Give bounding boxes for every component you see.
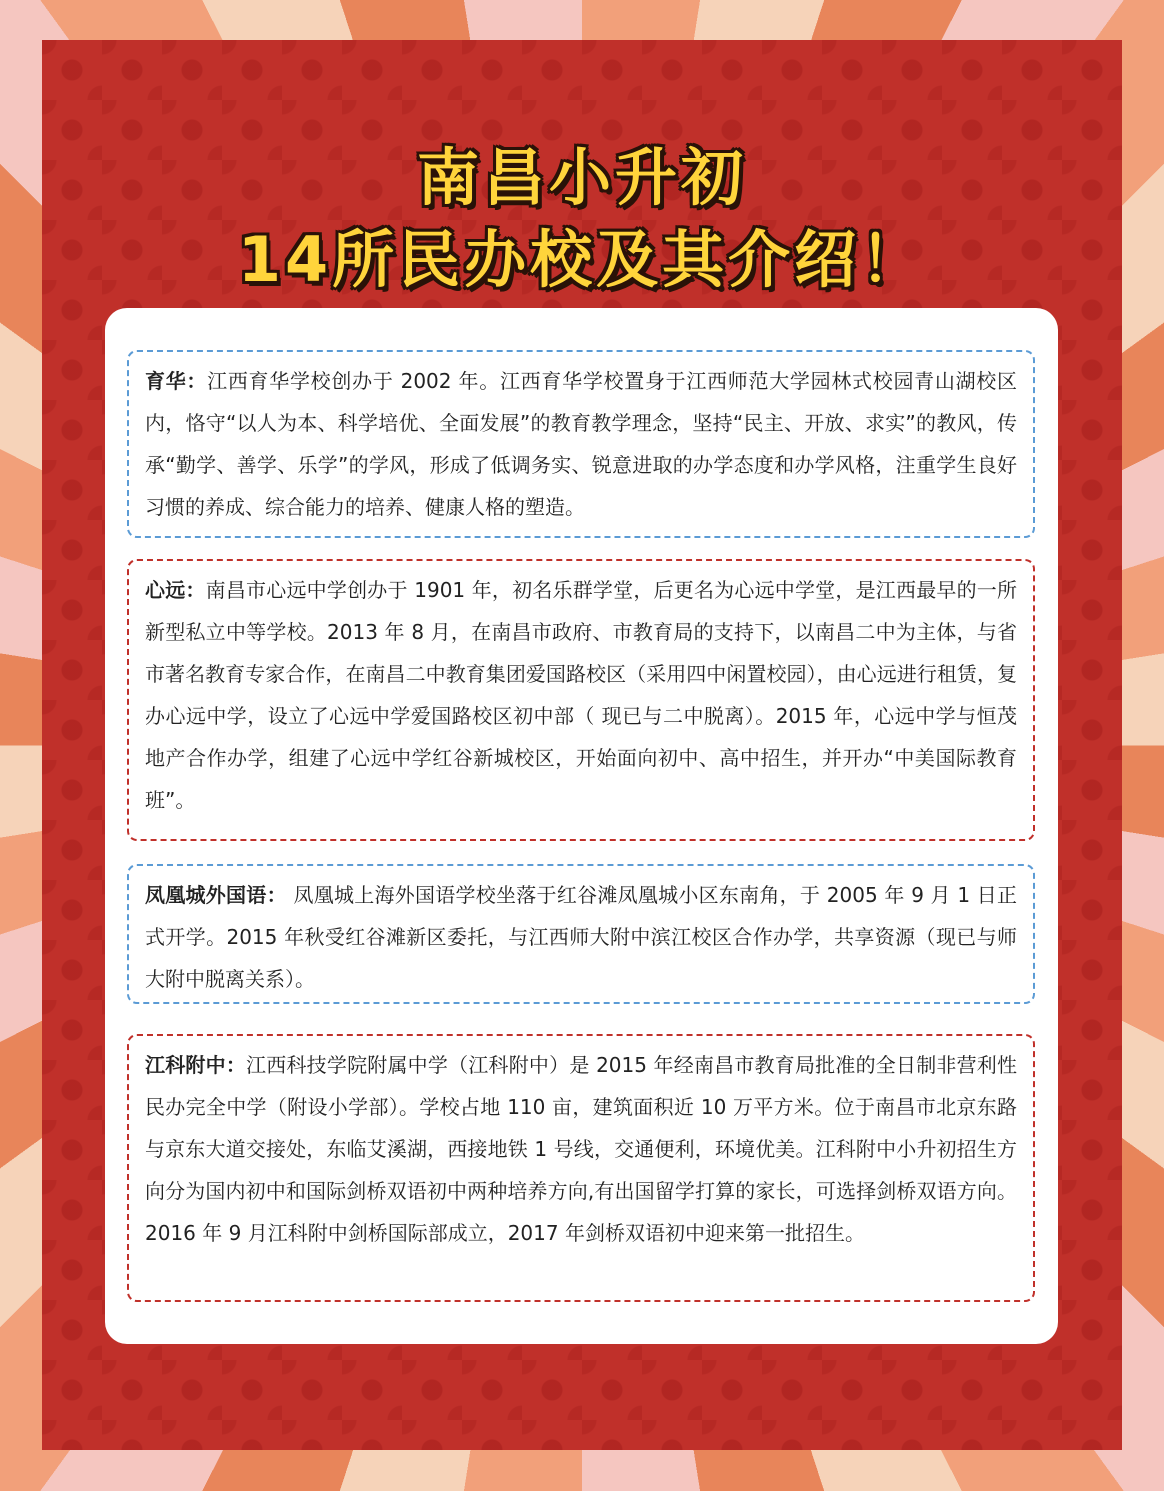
school-name-separator: ： — [225, 1053, 247, 1077]
school-name: 凤凰城外国语 — [145, 883, 267, 907]
page-title-line1: 南昌小升初 — [416, 141, 747, 214]
school-name-separator: ： — [266, 883, 287, 907]
school-name-separator: ： — [185, 578, 206, 602]
school-description: 江西科技学院附属中学（江科附中）是 2015 年经南昌市教育局批准的全日制非营利性民办完全中学（附设小学部）。学校占地 110 亩，建筑面积近 10 万平方米。位于南昌市北京东路与京东大道交接处，东临艾溪湖，西接地铁 1 号线，交通便利，环境优美。江科附中小升初招生方向分为国内初中和国际剑桥双语初中两种培养方向,有出国留学打算的家长，可选择剑桥双语方向。2016 年 9 月江科附中剑桥国际部成立，2017 年剑桥双语初中迎来第一批招生。 — [145, 1053, 1018, 1245]
school-name: 育华 — [145, 369, 187, 393]
content-card — [105, 308, 1058, 1344]
school-description: 凤凰城上海外国语学校坐落于红谷滩凤凰城小区东南角，于 2005 年 9 月 1 日正式开学。2015 年秋受红谷滩新区委托，与江西师大附中滨江校区合作办学，共享资源（现已与师大附中脱离关系）。 — [145, 883, 1018, 991]
page-title-line2: 14所民办校及其介绍！ — [237, 223, 927, 296]
school-entry-xinyuan — [127, 559, 1035, 841]
school-description: 南昌市心远中学创办于 1901 年，初名乐群学堂，后更名为心远中学堂，是江西最早的一所新型私立中等学校。2013 年 8 月，在南昌市政府、市教育局的支持下，以南昌二中为主体，与省市著名教育专家合作，在南昌二中教育集团爱国路校区（采用四中闲置校园），由心远进行租赁，复办心远中学，设立了心远中学爱国路校区初中部（ 现已与二中脱离）。2015 年，心远中学与恒茂地产合作办学，组建了心远中学红谷新城校区，开始面向初中、高中招生，并开办“中美国际教育班”。 — [145, 578, 1018, 812]
school-name: 江科附中 — [145, 1053, 226, 1077]
school-entry-yuhua — [127, 350, 1035, 538]
school-entry-fenghuangcheng — [127, 864, 1035, 1004]
school-name: 心远 — [145, 578, 186, 602]
school-name-separator: ： — [186, 369, 208, 393]
school-entry-jiangke — [127, 1034, 1035, 1302]
school-description: 江西育华学校创办于 2002 年。江西育华学校置身于江西师范大学园林式校园青山湖校区内，恪守“以人为本、科学培优、全面发展”的教育教学理念，坚持“民主、开放、求实”的教风，传承“勤学、善学、乐学”的学风，形成了低调务实、锐意进取的办学态度和办学风格，注重学生良好习惯的养成、综合能力的培养、健康人格的塑造。 — [145, 369, 1018, 519]
